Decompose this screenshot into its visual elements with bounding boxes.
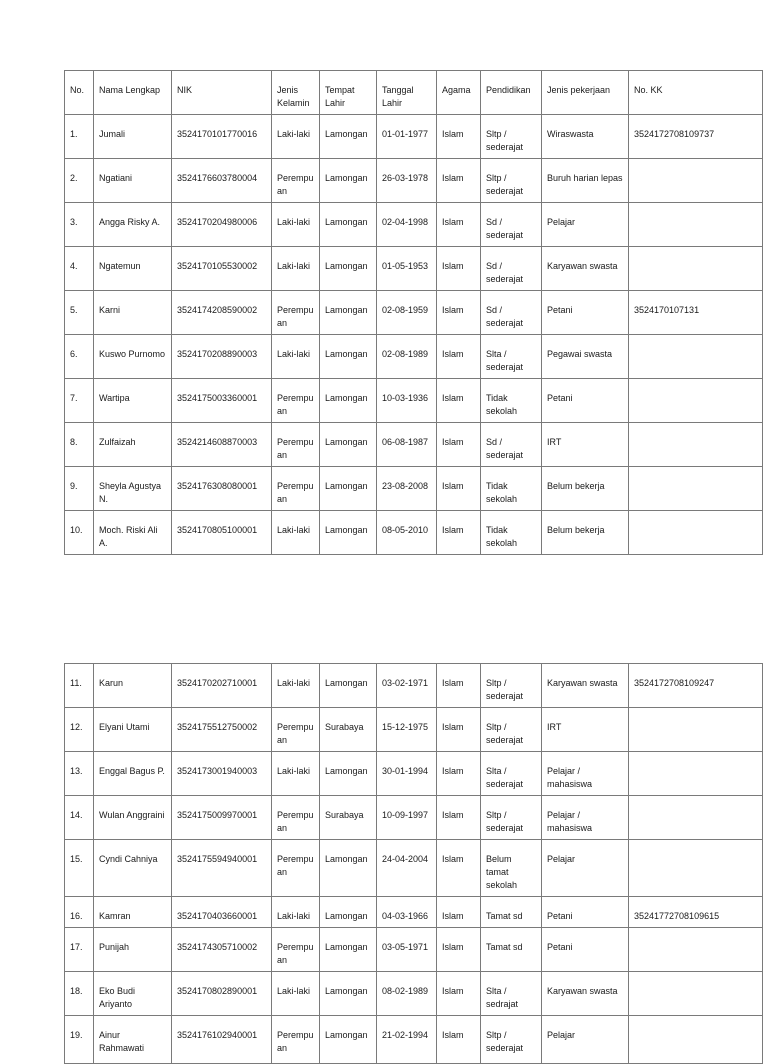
cell-pendidikan: Tidak sekolah: [481, 511, 542, 555]
cell-pekerjaan: IRT: [542, 708, 629, 752]
cell-pekerjaan: Wiraswasta: [542, 115, 629, 159]
cell-nama: Kuswo Purnomo: [94, 335, 172, 379]
cell-agama: Islam: [437, 1016, 481, 1064]
cell-no-kk: [629, 840, 763, 897]
cell-no: 9.: [65, 467, 94, 511]
cell-nik: 3524170802890001: [172, 972, 272, 1016]
cell-tanggal-lahir: 08-02-1989: [377, 972, 437, 1016]
cell-no-kk: [629, 796, 763, 840]
cell-pendidikan: Sltp / sederajat: [481, 115, 542, 159]
cell-pendidikan: Sltp / sederajat: [481, 708, 542, 752]
cell-jenis-kelamin: Laki-laki: [272, 897, 320, 928]
cell-tanggal-lahir: 10-03-1936: [377, 379, 437, 423]
cell-tempat-lahir: Lamongan: [320, 1016, 377, 1064]
cell-tanggal-lahir: 23-08-2008: [377, 467, 437, 511]
cell-pekerjaan: Pelajar: [542, 203, 629, 247]
table-row: [65, 708, 763, 752]
cell-tempat-lahir: Lamongan: [320, 291, 377, 335]
cell-agama: Islam: [437, 928, 481, 972]
cell-nama: Wartipa: [94, 379, 172, 423]
cell-jenis-kelamin: Laki-laki: [272, 511, 320, 555]
cell-pendidikan: Tamat sd: [481, 928, 542, 972]
cell-tempat-lahir: Lamongan: [320, 752, 377, 796]
cell-jenis-kelamin: Perempuan: [272, 708, 320, 752]
cell-agama: Islam: [437, 897, 481, 928]
cell-pendidikan: Sltp / sederajat: [481, 1016, 542, 1064]
cell-no: 14.: [65, 796, 94, 840]
cell-jenis-kelamin: Perempuan: [272, 379, 320, 423]
cell-pekerjaan: Petani: [542, 291, 629, 335]
cell-jenis-kelamin: Perempuan: [272, 796, 320, 840]
cell-nik: 3524170202710001: [172, 664, 272, 708]
table-row: [65, 972, 763, 1016]
cell-no-kk: [629, 203, 763, 247]
cell-nama: Enggal Bagus P.: [94, 752, 172, 796]
cell-jenis-kelamin: Laki-laki: [272, 752, 320, 796]
cell-nama: Zulfaizah: [94, 423, 172, 467]
cell-tempat-lahir: Lamongan: [320, 247, 377, 291]
cell-agama: Islam: [437, 840, 481, 897]
cell-pendidikan: Sd / sederajat: [481, 423, 542, 467]
header-cell-pekerjaan: Jenis pekerjaan: [542, 71, 629, 115]
cell-nik: 3524176308080001: [172, 467, 272, 511]
header-cell-tanggal-lahir: Tanggal Lahir: [377, 71, 437, 115]
cell-pekerjaan: Petani: [542, 379, 629, 423]
cell-nik: 3524174208590002: [172, 291, 272, 335]
cell-tempat-lahir: Lamongan: [320, 335, 377, 379]
table-row: [65, 897, 763, 928]
cell-no: 4.: [65, 247, 94, 291]
cell-no: 1.: [65, 115, 94, 159]
cell-tanggal-lahir: 02-08-1959: [377, 291, 437, 335]
cell-nama: Eko Budi Ariyanto: [94, 972, 172, 1016]
cell-nama: Moch. Riski Ali A.: [94, 511, 172, 555]
cell-pendidikan: Sd / sederajat: [481, 247, 542, 291]
cell-pendidikan: Sltp / sederajat: [481, 664, 542, 708]
cell-nik: 3524170208890003: [172, 335, 272, 379]
cell-pendidikan: Tidak sekolah: [481, 379, 542, 423]
cell-tanggal-lahir: 03-02-1971: [377, 664, 437, 708]
cell-agama: Islam: [437, 423, 481, 467]
cell-nama: Sheyla Agustya N.: [94, 467, 172, 511]
cell-nik: 3524174305710002: [172, 928, 272, 972]
table-row: [65, 379, 763, 423]
cell-nama: Wulan Anggraini: [94, 796, 172, 840]
cell-no: 8.: [65, 423, 94, 467]
cell-nama: Cyndi Cahniya: [94, 840, 172, 897]
cell-agama: Islam: [437, 247, 481, 291]
table-row: [65, 796, 763, 840]
cell-jenis-kelamin: Perempuan: [272, 423, 320, 467]
cell-agama: Islam: [437, 379, 481, 423]
cell-pendidikan: Tidak sekolah: [481, 467, 542, 511]
table-row: [65, 511, 763, 555]
cell-pekerjaan: Pelajar / mahasiswa: [542, 752, 629, 796]
cell-pendidikan: Slta / sedrajat: [481, 972, 542, 1016]
table-row: [65, 159, 763, 203]
table-row: [65, 928, 763, 972]
cell-tanggal-lahir: 24-04-2004: [377, 840, 437, 897]
header-cell-no: No.: [65, 71, 94, 115]
cell-agama: Islam: [437, 203, 481, 247]
cell-tanggal-lahir: 03-05-1971: [377, 928, 437, 972]
cell-no: 6.: [65, 335, 94, 379]
cell-pendidikan: Sd / sederajat: [481, 291, 542, 335]
table-row: [65, 115, 763, 159]
cell-no: 2.: [65, 159, 94, 203]
cell-no-kk: [629, 752, 763, 796]
cell-tempat-lahir: Lamongan: [320, 511, 377, 555]
cell-jenis-kelamin: Laki-laki: [272, 972, 320, 1016]
cell-no: 11.: [65, 664, 94, 708]
cell-tanggal-lahir: 21-02-1994: [377, 1016, 437, 1064]
cell-jenis-kelamin: Perempuan: [272, 467, 320, 511]
cell-no-kk: 3524172708109737: [629, 115, 763, 159]
cell-no-kk: [629, 511, 763, 555]
table-row: [65, 423, 763, 467]
cell-no: 13.: [65, 752, 94, 796]
cell-no-kk: [629, 335, 763, 379]
cell-jenis-kelamin: Laki-laki: [272, 247, 320, 291]
cell-no: 17.: [65, 928, 94, 972]
cell-no: 16.: [65, 897, 94, 928]
cell-nama: Karni: [94, 291, 172, 335]
cell-jenis-kelamin: Laki-laki: [272, 664, 320, 708]
header-cell-jenis-kelamin: Jenis Kelamin: [272, 71, 320, 115]
cell-agama: Islam: [437, 664, 481, 708]
cell-nik: 3524170403660001: [172, 897, 272, 928]
cell-agama: Islam: [437, 511, 481, 555]
cell-agama: Islam: [437, 291, 481, 335]
cell-no: 15.: [65, 840, 94, 897]
header-cell-nama: Nama Lengkap: [94, 71, 172, 115]
cell-pekerjaan: Petani: [542, 928, 629, 972]
cell-jenis-kelamin: Laki-laki: [272, 335, 320, 379]
cell-nik: 3524175003360001: [172, 379, 272, 423]
cell-tempat-lahir: Lamongan: [320, 467, 377, 511]
cell-pekerjaan: Pegawai swasta: [542, 335, 629, 379]
cell-no: 7.: [65, 379, 94, 423]
cell-pendidikan: Sltp / sederajat: [481, 796, 542, 840]
population-table-2: [64, 663, 763, 1064]
cell-no-kk: 3524170107131: [629, 291, 763, 335]
cell-pendidikan: Slta / sederajat: [481, 335, 542, 379]
cell-pendidikan: Tamat sd: [481, 897, 542, 928]
cell-tanggal-lahir: 04-03-1966: [377, 897, 437, 928]
table-row: [65, 1016, 763, 1064]
header-cell-no-kk: No. KK: [629, 71, 763, 115]
cell-pendidikan: Slta / sederajat: [481, 752, 542, 796]
table-row: [65, 467, 763, 511]
cell-jenis-kelamin: Perempuan: [272, 159, 320, 203]
cell-agama: Islam: [437, 115, 481, 159]
cell-tempat-lahir: Surabaya: [320, 796, 377, 840]
cell-nik: 3524176102940001: [172, 1016, 272, 1064]
table-row: [65, 752, 763, 796]
cell-tempat-lahir: Lamongan: [320, 664, 377, 708]
cell-tempat-lahir: Lamongan: [320, 115, 377, 159]
cell-no: 19.: [65, 1016, 94, 1064]
cell-pendidikan: Belum tamat sekolah: [481, 840, 542, 897]
table-header: [65, 71, 763, 115]
cell-pekerjaan: Belum bekerja: [542, 467, 629, 511]
cell-pendidikan: Sltp / sederajat: [481, 159, 542, 203]
table-row: [65, 291, 763, 335]
cell-no-kk: [629, 1016, 763, 1064]
cell-no-kk: [629, 159, 763, 203]
cell-tempat-lahir: Lamongan: [320, 423, 377, 467]
cell-nama: Angga Risky A.: [94, 203, 172, 247]
cell-tanggal-lahir: 30-01-1994: [377, 752, 437, 796]
cell-jenis-kelamin: Laki-laki: [272, 203, 320, 247]
cell-tanggal-lahir: 01-01-1977: [377, 115, 437, 159]
cell-no: 10.: [65, 511, 94, 555]
cell-nik: 3524170805100001: [172, 511, 272, 555]
cell-pendidikan: Sd / sederajat: [481, 203, 542, 247]
cell-no: 12.: [65, 708, 94, 752]
cell-agama: Islam: [437, 708, 481, 752]
cell-pekerjaan: Karyawan swasta: [542, 247, 629, 291]
cell-jenis-kelamin: Perempuan: [272, 291, 320, 335]
cell-agama: Islam: [437, 752, 481, 796]
cell-pekerjaan: Karyawan swasta: [542, 972, 629, 1016]
cell-tempat-lahir: Lamongan: [320, 159, 377, 203]
cell-agama: Islam: [437, 467, 481, 511]
cell-tempat-lahir: Lamongan: [320, 379, 377, 423]
cell-nama: Karun: [94, 664, 172, 708]
cell-nik: 3524170101770016: [172, 115, 272, 159]
cell-jenis-kelamin: Perempuan: [272, 928, 320, 972]
cell-nik: 3524175009970001: [172, 796, 272, 840]
cell-pekerjaan: Belum bekerja: [542, 511, 629, 555]
cell-nik: 3524170204980006: [172, 203, 272, 247]
header-cell-agama: Agama: [437, 71, 481, 115]
cell-no-kk: [629, 708, 763, 752]
cell-no: 18.: [65, 972, 94, 1016]
header-cell-nik: NIK: [172, 71, 272, 115]
cell-tanggal-lahir: 08-05-2010: [377, 511, 437, 555]
cell-nama: Ngatiani: [94, 159, 172, 203]
cell-nama: Kamran: [94, 897, 172, 928]
cell-pekerjaan: Buruh harian lepas: [542, 159, 629, 203]
cell-tempat-lahir: Lamongan: [320, 972, 377, 1016]
cell-tempat-lahir: Lamongan: [320, 840, 377, 897]
cell-no-kk: [629, 467, 763, 511]
cell-tempat-lahir: Lamongan: [320, 928, 377, 972]
cell-pekerjaan: Petani: [542, 897, 629, 928]
cell-tanggal-lahir: 10-09-1997: [377, 796, 437, 840]
cell-tempat-lahir: Lamongan: [320, 203, 377, 247]
cell-nama: Ainur Rahmawati: [94, 1016, 172, 1064]
cell-no-kk: 35241772708109615: [629, 897, 763, 928]
cell-agama: Islam: [437, 972, 481, 1016]
cell-tempat-lahir: Lamongan: [320, 897, 377, 928]
cell-jenis-kelamin: Laki-laki: [272, 115, 320, 159]
cell-nama: Elyani Utami: [94, 708, 172, 752]
header-cell-tempat-lahir: Tempat Lahir: [320, 71, 377, 115]
cell-nama: Ngatemun: [94, 247, 172, 291]
cell-tanggal-lahir: 15-12-1975: [377, 708, 437, 752]
cell-nik: 3524173001940003: [172, 752, 272, 796]
cell-tanggal-lahir: 02-08-1989: [377, 335, 437, 379]
cell-tempat-lahir: Surabaya: [320, 708, 377, 752]
table-row: [65, 203, 763, 247]
cell-agama: Islam: [437, 796, 481, 840]
cell-no-kk: [629, 972, 763, 1016]
cell-pekerjaan: Karyawan swasta: [542, 664, 629, 708]
header-cell-pendidikan: Pendidikan: [481, 71, 542, 115]
cell-no-kk: [629, 247, 763, 291]
cell-tanggal-lahir: 02-04-1998: [377, 203, 437, 247]
table-row: [65, 335, 763, 379]
cell-no-kk: [629, 379, 763, 423]
cell-pekerjaan: Pelajar: [542, 1016, 629, 1064]
cell-pekerjaan: Pelajar: [542, 840, 629, 897]
cell-nik: 3524170105530002: [172, 247, 272, 291]
cell-agama: Islam: [437, 159, 481, 203]
cell-tanggal-lahir: 06-08-1987: [377, 423, 437, 467]
cell-pekerjaan: Pelajar / mahasiswa: [542, 796, 629, 840]
cell-nik: 3524176603780004: [172, 159, 272, 203]
cell-no-kk: [629, 423, 763, 467]
table-row: [65, 664, 763, 708]
cell-no-kk: 3524172708109247: [629, 664, 763, 708]
cell-no: 5.: [65, 291, 94, 335]
cell-nik: 3524175512750002: [172, 708, 272, 752]
cell-tanggal-lahir: 26-03-1978: [377, 159, 437, 203]
cell-nik: 3524214608870003: [172, 423, 272, 467]
cell-nik: 3524175594940001: [172, 840, 272, 897]
cell-nama: Punijah: [94, 928, 172, 972]
table-row: [65, 247, 763, 291]
cell-jenis-kelamin: Perempuan: [272, 840, 320, 897]
cell-agama: Islam: [437, 335, 481, 379]
cell-jenis-kelamin: Perempuan: [272, 1016, 320, 1064]
cell-no-kk: [629, 928, 763, 972]
population-table-1: [64, 70, 763, 555]
cell-nama: Jumali: [94, 115, 172, 159]
cell-no: 3.: [65, 203, 94, 247]
table-row: [65, 840, 763, 897]
cell-pekerjaan: IRT: [542, 423, 629, 467]
cell-tanggal-lahir: 01-05-1953: [377, 247, 437, 291]
